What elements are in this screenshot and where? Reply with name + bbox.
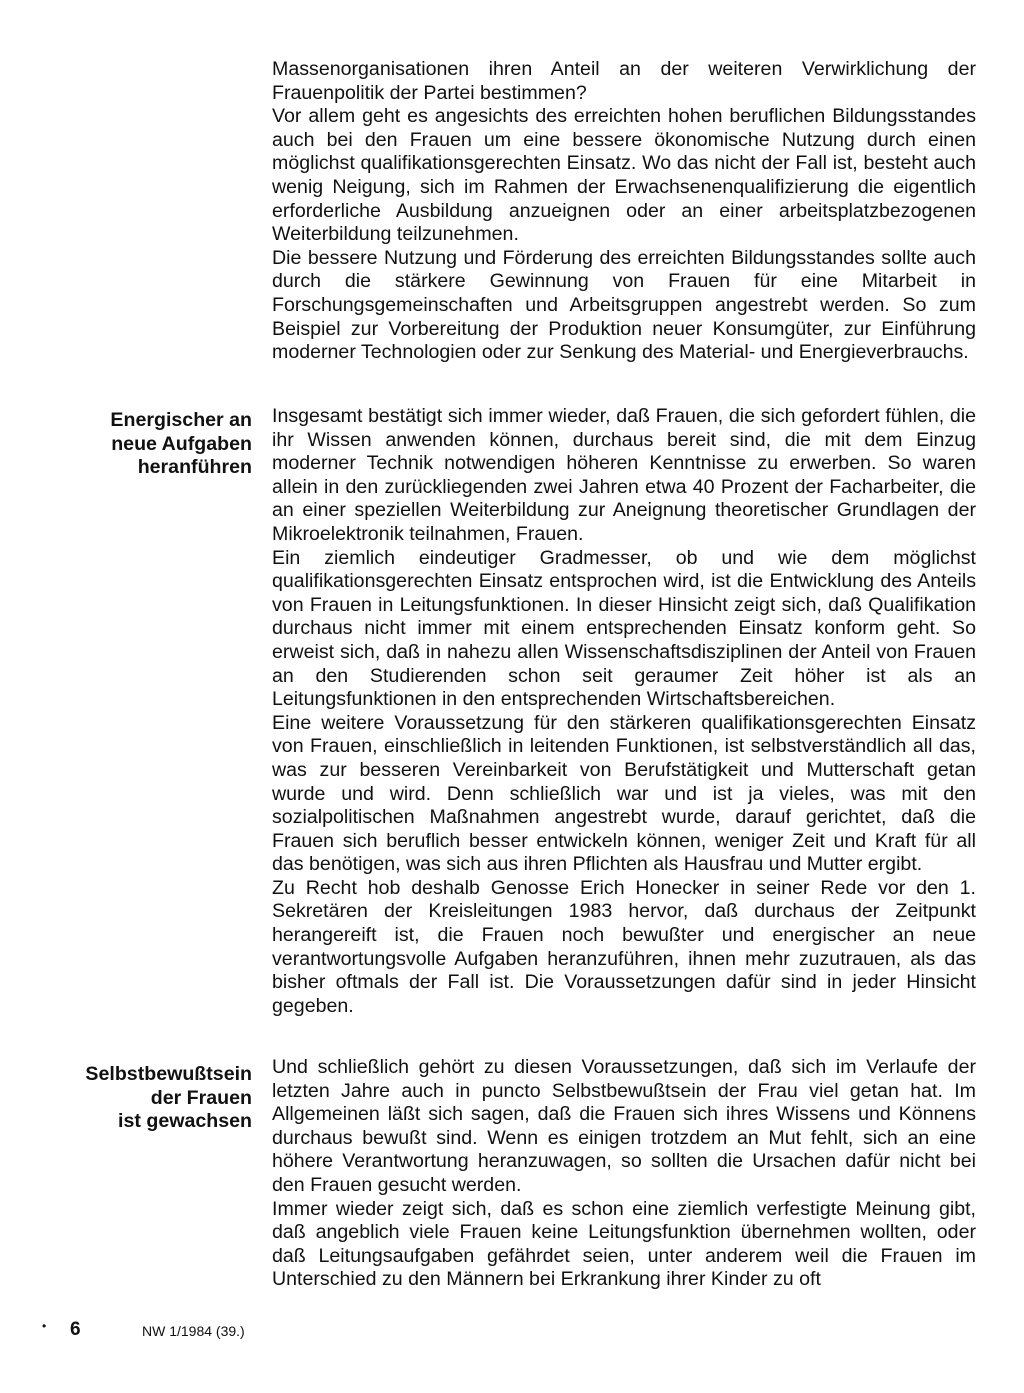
side-heading-1 (62, 409, 252, 480)
side-heading-2 (62, 1063, 252, 1134)
page-number: 6 (70, 1319, 81, 1340)
paragraph: Eine weitere Voraussetzung für den stärkeren qualifikationsgerechten Einsatz von Frauen, einschließlich in leitenden Funktionen, ist selbstverständlich all das, was zur besseren Vereinbarkeit von Berufstätigkeit und Mutterschaft getan wurde und wird. Denn schließlich war und ist ja vieles, was mit den sozialpolitischen Maßnahmen angestrebt wurde, darauf gerichtet, daß die Frauen sich beruflich besser entwickeln können, weniger Zeit und Kraft für all das benötigen, was sich aus ihren Pflichten als Hausfrau und Mutter ergibt. (272, 711, 976, 876)
paragraph: Massenorganisationen ihren Anteil an der weiteren Verwirklichung der Frauenpolitik der Partei bestimmen? (272, 58, 976, 104)
paragraph: Insgesamt bestätigt sich immer wieder, daß Frauen, die sich gefordert fühlen, die ihr Wissen anwenden können, durchaus bereit sind, die mit dem Einzug moderner Technik notwendigen höheren Kenntnisse zu erwerben. So waren allein in den zurückliegenden zwei Jahren etwa 40 Prozent der Facharbeiter, die an einer speziellen Weiterbildung zur Aneignung theoretischer Grundlagen der Mikroelektronik teilnahmen, Frauen. (272, 405, 976, 545)
paragraph: Die bessere Nutzung und Förderung des erreichten Bildungsstandes sollte auch durch die stärkere Gewinnung von Frauen für eine Mitarbeit in Forschungsgemeinschaften und Arbeitsgruppen angestrebt werden. So zum Beispiel zur Vorbereitung der Produktion neuer Konsumgüter, zur Einführung moderner Technologien oder zur Senkung des Material- und Energieverbrauchs. (272, 246, 976, 364)
side-heading-line: Energischer an (110, 409, 252, 431)
text-block-3 (272, 1056, 976, 1292)
side-heading-line: ist gewachsen (118, 1110, 252, 1133)
journal-reference: NW 1/1984 (39.) (142, 1323, 245, 1339)
side-heading-line: neue Aufgaben (111, 432, 252, 455)
side-heading-line: heranführen (137, 456, 252, 479)
text-block-2 (272, 405, 976, 1018)
side-heading-line: Selbstbewußtsein (85, 1063, 252, 1085)
bullet-dot-icon: • (42, 1319, 47, 1333)
paragraph: Ein ziemlich eindeutiger Gradmesser, ob und wie dem möglichst qualifikationsgerechten Einsatz entsprochen wird, ist die Entwicklung des Anteils von Frauen in Leitungsfunktionen. In dieser Hinsicht zeigt sich, daß Qualifikation durchaus nicht immer mit einem entsprechenden Einsatz konform geht. So erweist sich, daß in nahezu allen Wissenschaftsdisziplinen der Anteil von Frauen an den Studierenden schon seit geraumer Zeit höher ist als an Leitungsfunktionen in den entsprechenden Wirtschaftsbereichen. (272, 546, 976, 711)
text-block-1 (272, 58, 976, 365)
paragraph: Immer wieder zeigt sich, daß es schon eine ziemlich verfestigte Meinung gibt, daß angeblich viele Frauen keine Leitungsfunktion übernehmen wollten, oder daß Leitungsaufgaben gefährdet seien, unter anderem weil die Frauen im Unterschied zu den Männern bei Erkrankung ihrer Kinder zu oft (272, 1197, 976, 1291)
paragraph: Zu Recht hob deshalb Genosse Erich Honecker in seiner Rede vor den 1. Sekretären der Kreisleitungen 1983 hervor, daß durchaus der Zeitpunkt herangereift ist, die Frauen noch bewußter und energischer an neue verantwortungsvolle Aufgaben heranzuführen, ihnen mehr zuzutrauen, als das bisher oftmals der Fall ist. Die Voraussetzungen dafür sind in jeder Hinsicht gegeben. (272, 876, 976, 1017)
paragraph: Vor allem geht es angesichts des erreichten hohen beruflichen Bildungsstandes auch bei den Frauen um eine bessere ökonomische Nutzung durch einen möglichst qualifikationsgerechten Einsatz. Wo das nicht der Fall ist, besteht auch wenig Neigung, sich im Rahmen der Erwachsenenqualifizierung die eigentlich erforderliche Ausbildung anzueignen oder an einer arbeitsplatzbezogenen Weiterbildung teilzunehmen. (272, 105, 976, 246)
side-heading-line: der Frauen (150, 1086, 252, 1109)
paragraph: Und schließlich gehört zu diesen Voraussetzungen, daß sich im Verlaufe der letzten Jahre auch in puncto Selbstbewußtsein der Frau viel getan hat. Im Allgemeinen läßt sich sagen, daß die Frauen sich ihres Wissens und Könnens durchaus bewußt sind. Wenn es einigen trotzdem an Mut fehlt, sich an eine höhere Verantwortung heranzuwagen, so sollten die Ursachen dafür nicht bei den Frauen gesucht werden. (272, 1056, 976, 1196)
